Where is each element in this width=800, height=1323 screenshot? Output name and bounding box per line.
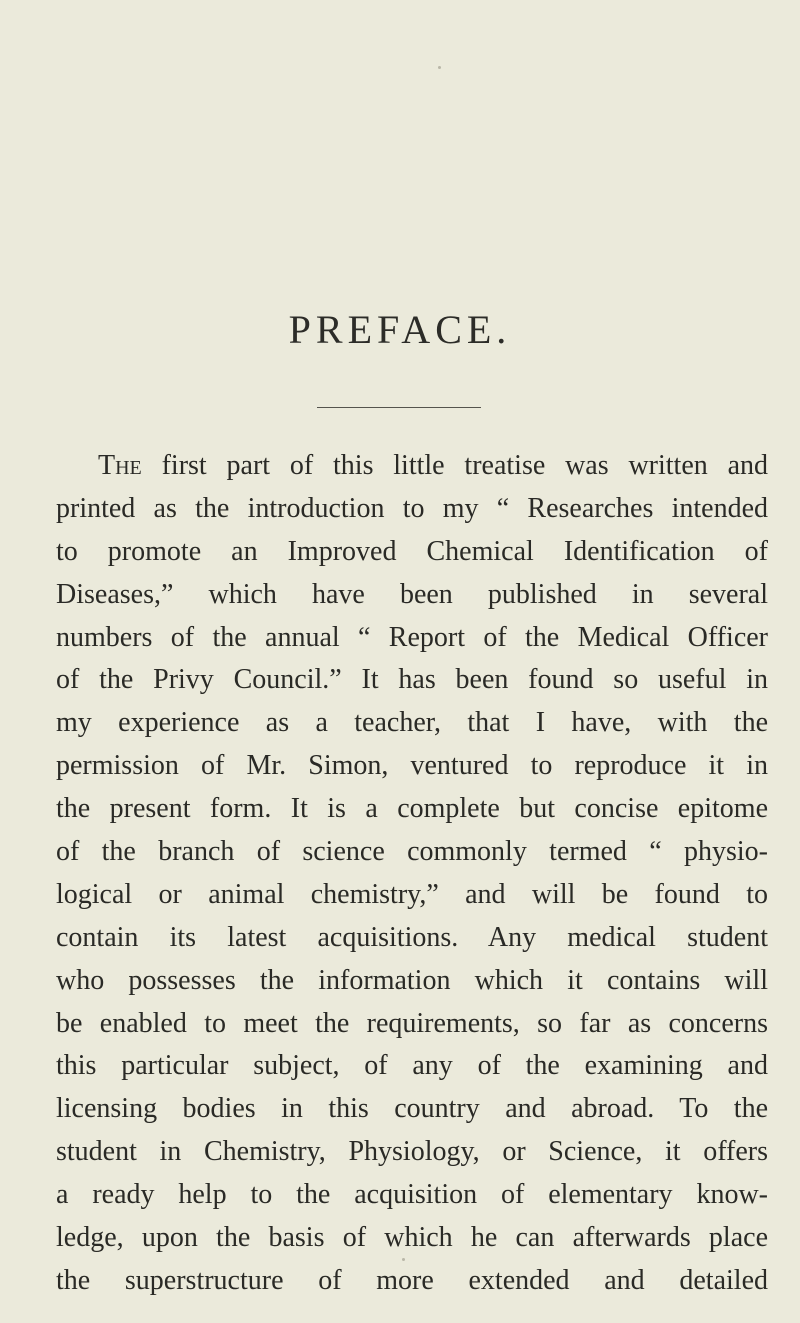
text-line: who possesses the information which it contains will <box>56 964 768 996</box>
text-line: ledge, upon the basis of which he can afterwards place <box>56 1222 768 1254</box>
preface-heading: PREFACE. <box>288 307 512 352</box>
text-line: numbers of the annual “ Report of the Medical Officer <box>56 621 768 653</box>
text-line: logical or animal chemistry,” and will be found to <box>56 878 768 910</box>
text-line: this particular subject, of any of the examining and <box>56 1050 768 1082</box>
text-line: student in Chemistry, Physiology, or Science, it offers <box>56 1136 768 1168</box>
text-line: my experience as a teacher, that I have, with the <box>56 707 768 739</box>
text-line: to promote an Improved Chemical Identification of <box>56 535 768 567</box>
text-line: the superstructure of more extended and detailed <box>56 1264 768 1296</box>
paper-speck <box>438 66 441 69</box>
text-line: be enabled to meet the requirements, so far as concerns <box>56 1007 768 1039</box>
text-line: printed as the introduction to my “ Researches intended <box>56 492 768 524</box>
text-line: Diseases,” which have been published in several <box>56 578 768 610</box>
text-line: the present form. It is a complete but concise epitome <box>56 793 768 825</box>
preface-text <box>56 445 768 1303</box>
text-line: of the Privy Council.” It has been found so useful in <box>56 664 768 696</box>
text-line: of the branch of science commonly termed “ physio- <box>56 836 768 868</box>
lead-word: The <box>98 450 142 481</box>
text-line: a ready help to the acquisition of elementary know- <box>56 1179 768 1211</box>
text-line: licensing bodies in this country and abroad. To the <box>56 1093 768 1125</box>
text-line: permission of Mr. Simon, ventured to reproduce it in <box>56 750 768 782</box>
text-line: contain its latest acquisitions. Any medical student <box>56 921 768 953</box>
text-line: The first part of this little treatise was written and <box>98 450 768 481</box>
heading-rule <box>317 407 481 408</box>
